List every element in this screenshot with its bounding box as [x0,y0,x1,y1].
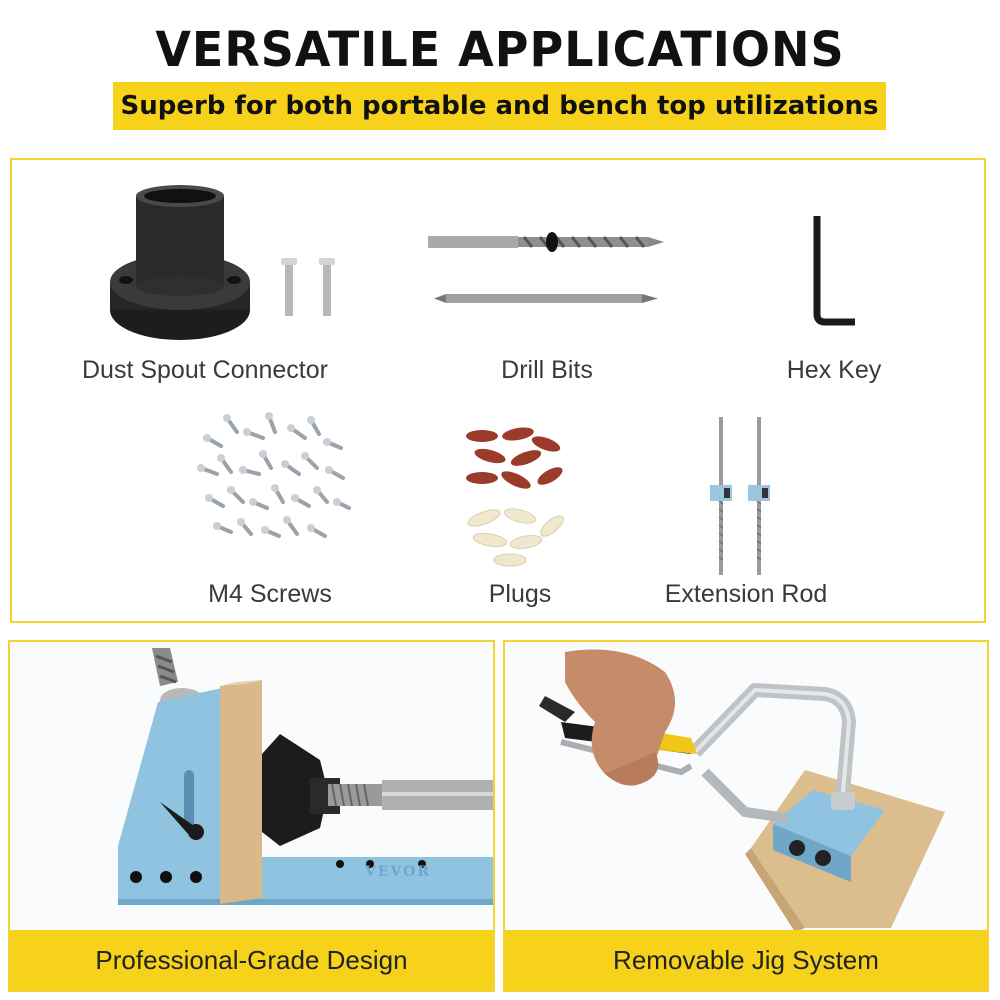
drill-bits-icon [424,222,674,322]
page-title: VERSATILE APPLICATIONS [155,20,845,78]
hex-key-icon [797,210,877,330]
accessory-label-drill-bits: Drill Bits [501,356,593,384]
professional-grade-panel [8,640,495,992]
screws-icon [187,398,357,558]
accessory-label-extension-rod: Extension Rod [664,580,828,608]
accessory-label-screws: M4 Screws [208,580,332,608]
removable-jig-panel [503,640,989,992]
accessory-label-plugs: Plugs [488,580,552,608]
dust-spout-connector-icon [108,182,358,347]
accessories-panel [10,158,986,623]
extension-rods-icon [702,415,792,580]
panel-caption-removable: Removable Jig System [505,930,987,990]
accessory-label-dust-spout: Dust Spout Connector [82,356,328,384]
panel-caption-professional: Professional-Grade Design [10,930,493,990]
clamp-jig-illustration [505,642,989,932]
subtitle-banner: Superb for both portable and bench top utilizations [113,82,886,130]
brand-mark: VEVOR [365,864,431,880]
accessory-label-hex-key: Hex Key [786,356,882,384]
pocket-hole-jig-illustration [10,642,495,932]
wood-plugs-icon [460,422,570,572]
